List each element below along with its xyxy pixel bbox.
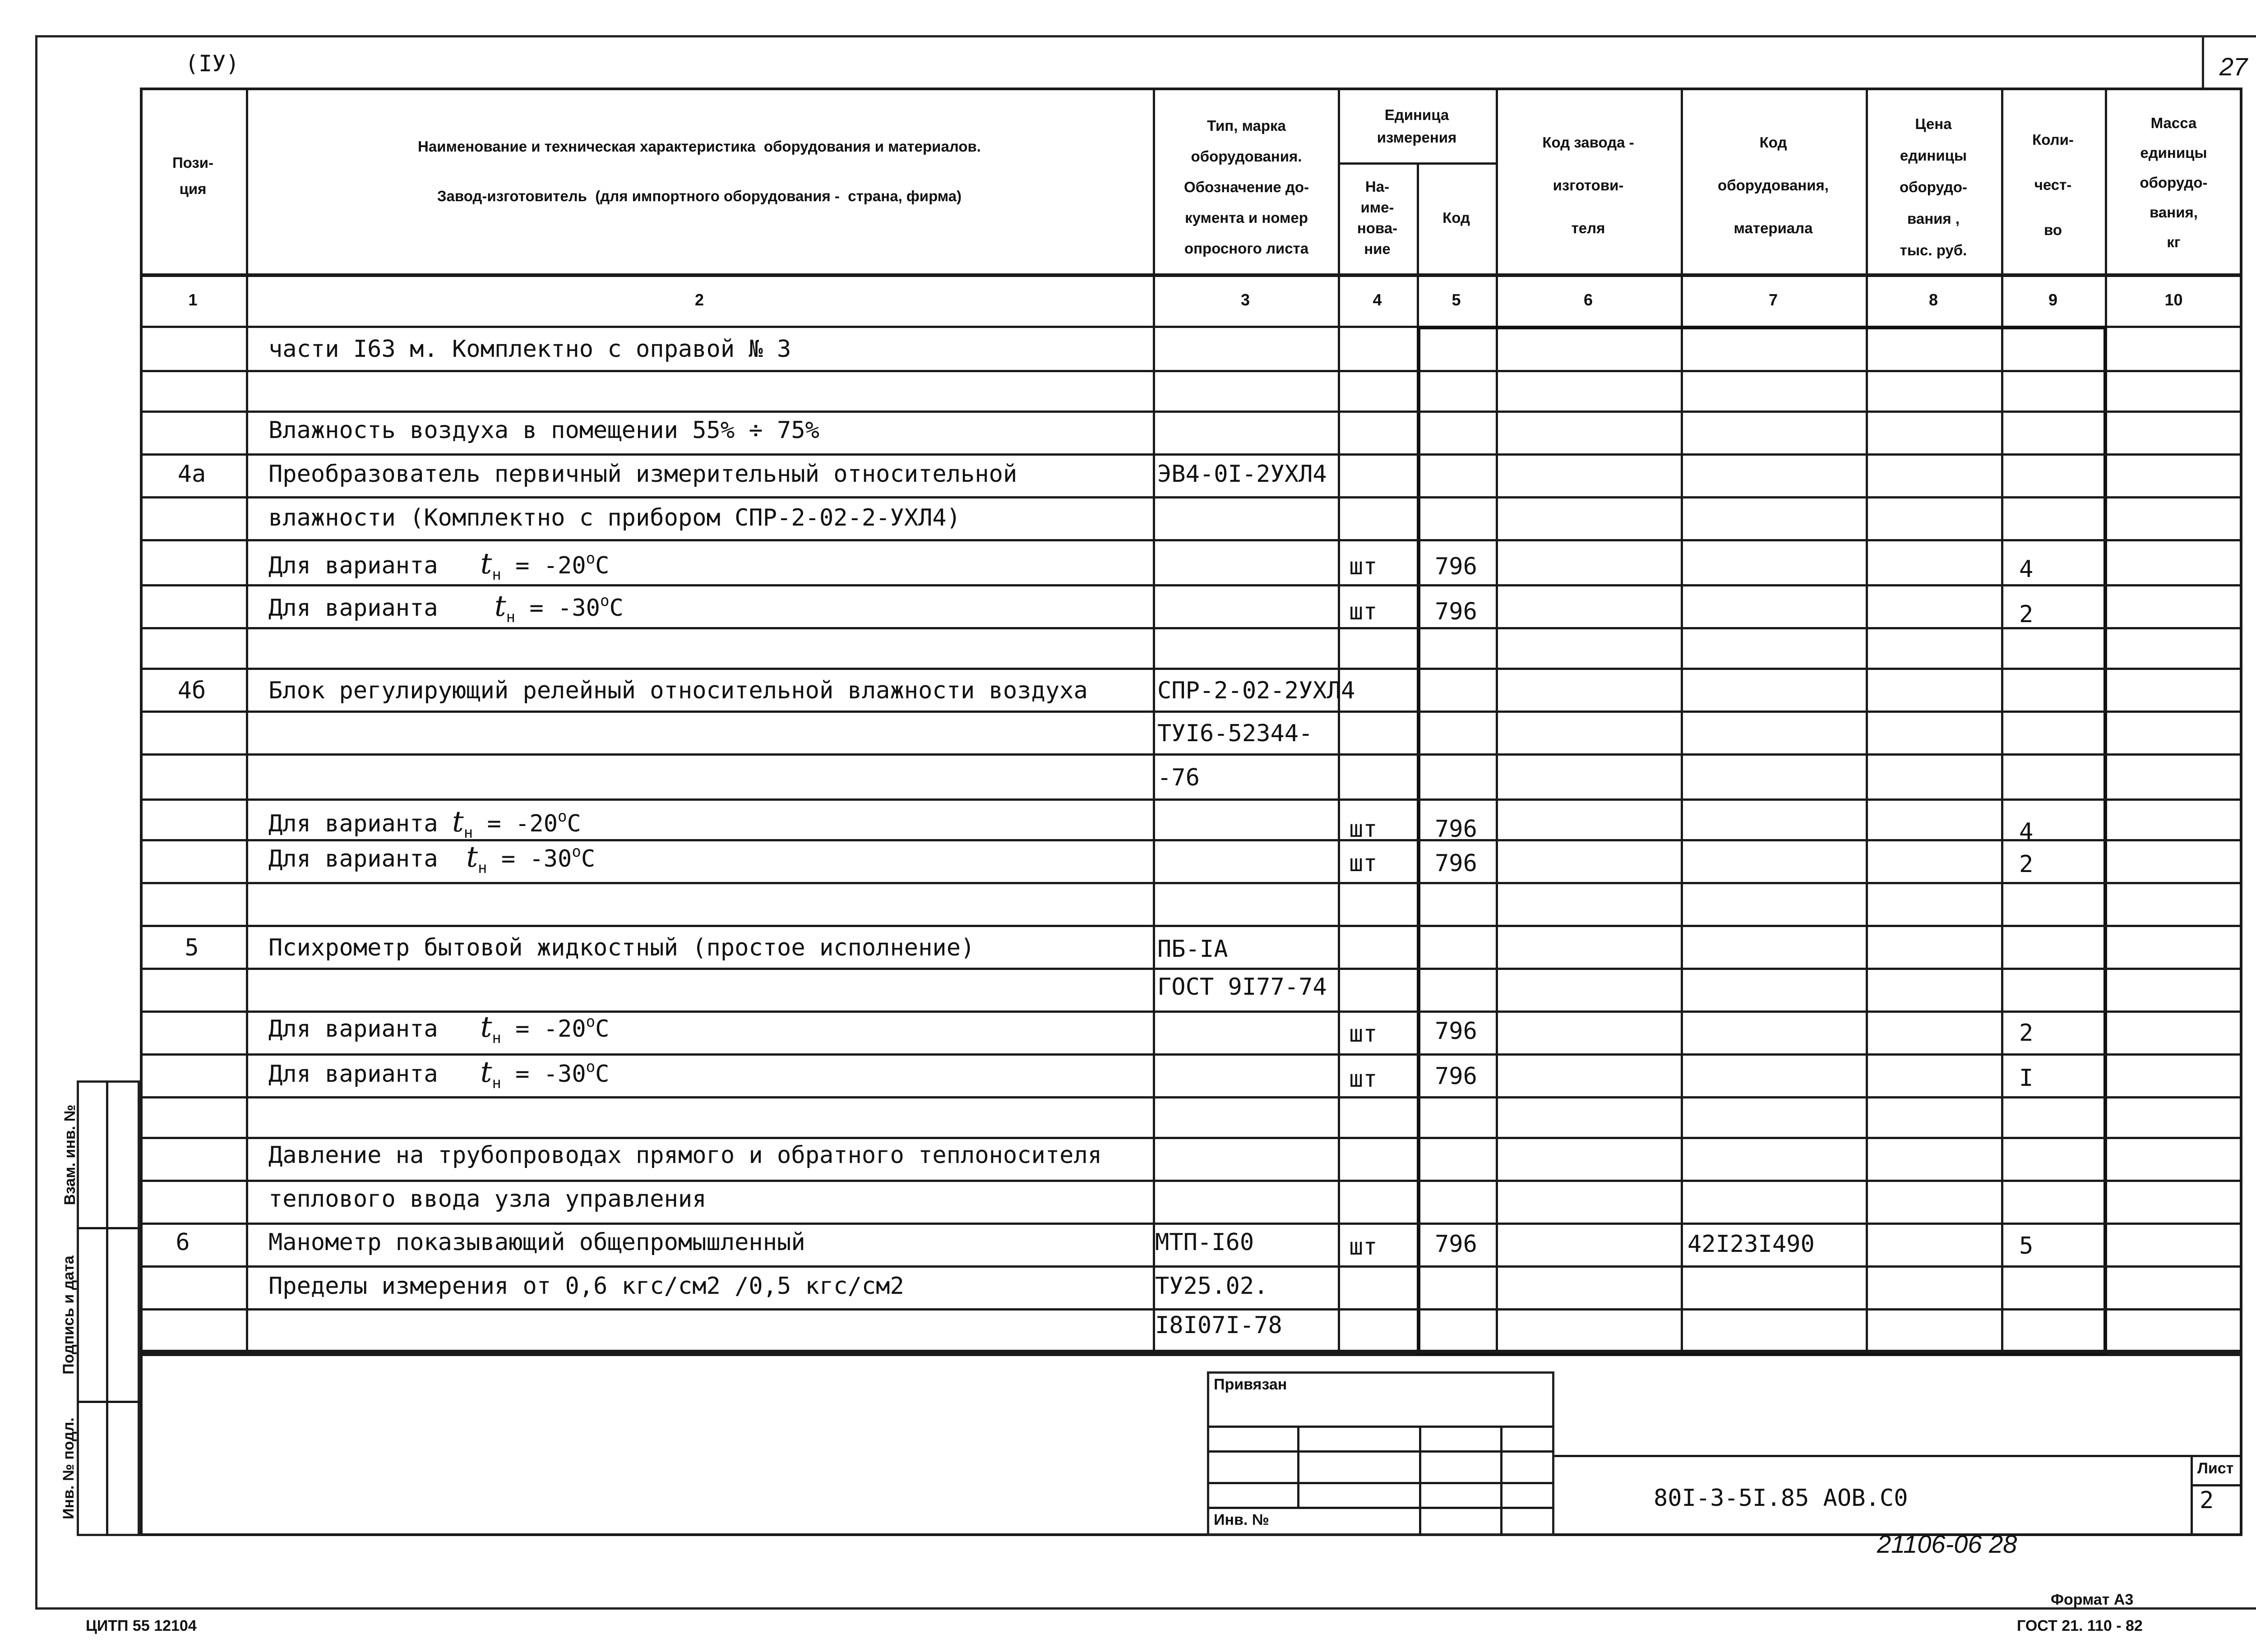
row4-position: 4а [177,461,206,488]
privyazan-label: Привязан [1214,1376,1287,1393]
row22-position: 6 [176,1229,190,1256]
list-number: 2 [2200,1487,2214,1514]
row12-code: 796 [1435,816,1477,843]
row-line [140,1096,2242,1098]
header-type: Тип, марка оборудования. Обозначение до- кумента и номер опросного листа [1184,117,1309,257]
row-line [140,370,2242,372]
footer-format: Формат А3 [2051,1591,2134,1608]
row10-type: ТУI6-52344- [1157,720,1313,747]
row6-code: 796 [1435,553,1477,580]
page-number: 27 [2219,52,2248,81]
row-line [140,882,2242,884]
row15-type: ПБ-IА [1157,936,1228,963]
row13-code: 796 [1435,850,1477,877]
row9-type: СПР-2-02-2УХЛ4 [1157,677,1355,704]
row15-name: Психрометр бытовой жидкостный (простое исполнение) [268,934,975,961]
list-line [2191,1484,2242,1486]
colnum-7: 7 [1768,291,1778,309]
row17-code: 796 [1435,1018,1477,1045]
row-line [140,496,2242,498]
colnum-3: 3 [1240,291,1250,309]
row-line [140,925,2242,927]
row22-equipment-code: 42I23I490 [1687,1231,1815,1258]
row17-variant: Для варианта $t_н = -20^оС$ [268,1011,610,1047]
row-line [140,1223,2242,1225]
row-line [140,1265,2242,1268]
header-factory-code: Код завода - изготови- теля [1542,134,1634,236]
row13-qty: 2 [2019,851,2034,878]
sheet-marker: (IУ) [185,51,240,77]
row-line [140,453,2242,456]
row24-type: I8I07I-78 [1155,1312,1282,1339]
designation: 80I-3-5I.85 АОВ.С0 [1654,1485,1908,1512]
side-stamp-divider [106,1080,108,1536]
row6-unit: шт [1349,553,1378,580]
row17-qty: 2 [2019,1020,2034,1047]
stamp-vline [1500,1426,1502,1536]
row-line [140,1180,2242,1182]
header-unit: Единица измерения [1377,106,1457,146]
row22-name: Манометр показывающий общепромышленный [268,1229,805,1256]
header-name: Наименование и техническая характеристика оборудования и материалов. [418,138,981,155]
header-equipment-code: Код оборудования, материала [1718,134,1829,236]
inv-no-label: Инв. № [1214,1511,1269,1528]
row17-unit: шт [1349,1020,1378,1047]
row7-unit: шт [1349,598,1378,625]
footer-gost: ГОСТ 21. 110 - 82 [2017,1617,2143,1634]
row-line [140,798,2242,801]
designation-top-line [1554,1455,2242,1457]
col-line-2 [1153,88,1155,1355]
row21-name: теплового ввода узла управления [268,1186,707,1213]
side-label-vzam: Взам. инв. № [61,1104,79,1205]
row-line [140,584,2242,586]
colnum-4: 4 [1373,291,1382,309]
row-line [140,968,2242,970]
row18-code: 796 [1435,1063,1477,1090]
row15-position: 5 [185,934,199,961]
row13-variant: Для варианта $t_н = -30^оС$ [268,840,596,877]
row9-position: 4б [177,677,206,704]
row11-type: -76 [1157,764,1200,791]
side-stamp-line [77,1401,140,1403]
row-line [140,1308,2242,1311]
row4-type: ЭВ4-0I-2УХЛ4 [1157,461,1327,488]
header-quantity: Коли- чест- во [2032,131,2074,238]
col-line-3 [1338,88,1340,1355]
row12-qty: 4 [2019,818,2034,845]
row23-name: Пределы измерения от 0,6 кгс/см2 /0,5 кгс/см2 [268,1273,904,1300]
header-price: Цена единицы оборудо- вания , тыс. руб. [1899,115,1968,258]
list-divider [2191,1455,2193,1536]
row6-qty: 4 [2019,556,2034,583]
colnum-5: 5 [1452,291,1461,309]
row7-variant: Для варианта $t_н = -30^оС$ [268,590,624,626]
col-line-1 [246,88,248,1355]
header-unit-code: Код [1442,209,1470,226]
stamp-vline [1419,1426,1421,1536]
header-bottom-line [140,273,2242,277]
header-position: Пози- ция [172,154,214,197]
row1-name: части I63 м. Комплектно с оправой № 3 [268,336,791,363]
colnum-9: 9 [2048,291,2058,309]
row12-unit: шт [1349,816,1378,843]
header-unit-name: На- име- нова- ние [1357,178,1398,257]
row20-name: Давление на трубопроводах прямого и обратного теплоносителя [268,1142,1102,1169]
row-line [140,753,2242,756]
row-line [140,1053,2242,1056]
header-manufacturer: Завод-изготовитель (для импортного оборудования - страна, фирма) [437,188,962,204]
colnum-2: 2 [694,291,704,309]
row3-name: Влажность воздуха в помещении 55% ÷ 75% [268,417,819,444]
row-line [140,627,2242,629]
row-line [140,668,2242,670]
row9-name: Блок регулирующий релейный относительной влажности воздуха [268,677,1088,704]
row13-unit: шт [1349,850,1378,877]
side-stamp [77,1080,140,1536]
stamp-vline [1297,1426,1299,1507]
row-line [140,411,2242,413]
colnum-1: 1 [188,291,198,309]
side-label-inv-podl: Инв. № подл. [60,1417,77,1519]
row6-variant: Для варианта $t_н = -20^оС$ [268,547,610,584]
side-label-podpis: Подпись и дата [60,1255,77,1375]
row-line [140,711,2242,713]
row12-variant: Для варианта $t_н = -20^оС$ [268,805,581,842]
list-label: Лист [2197,1460,2234,1477]
row18-unit: шт [1349,1066,1378,1093]
row18-variant: Для варианта $t_н = -30^оС$ [268,1056,610,1092]
row22-unit: шт [1349,1233,1378,1260]
row22-qty: 5 [2019,1232,2034,1260]
row-line [140,1137,2242,1139]
handwritten-number: 21106-06 28 [1877,1530,2017,1558]
row7-qty: 2 [2019,601,2034,628]
row4-name: Преобразователь первичный измерительный относительной [268,461,1017,488]
header-mass: Масса единицы оборудо- вания, кг [2140,115,2208,250]
footer-left: ЦИТП 55 12104 [86,1617,197,1634]
colnum-8: 8 [1928,291,1938,309]
row23-type: ТУ25.02. [1155,1273,1268,1300]
row22-code: 796 [1435,1231,1477,1258]
row-line [140,539,2242,541]
colnum-10: 10 [2164,291,2183,309]
row22-type: МТП-I60 [1155,1229,1254,1256]
side-stamp-line [77,1227,140,1229]
row5-name: влажности (Комплектно с прибором СПР-2-02-2-УХЛ4) [268,504,961,531]
row18-qty: I [2019,1065,2034,1092]
row7-code: 796 [1435,598,1477,625]
row16-type: ГОСТ 9I77-74 [1157,974,1327,1001]
bottom-frame [140,1353,2242,1536]
table-body-bottom [140,1350,2242,1353]
colnum-6: 6 [1583,291,1593,309]
